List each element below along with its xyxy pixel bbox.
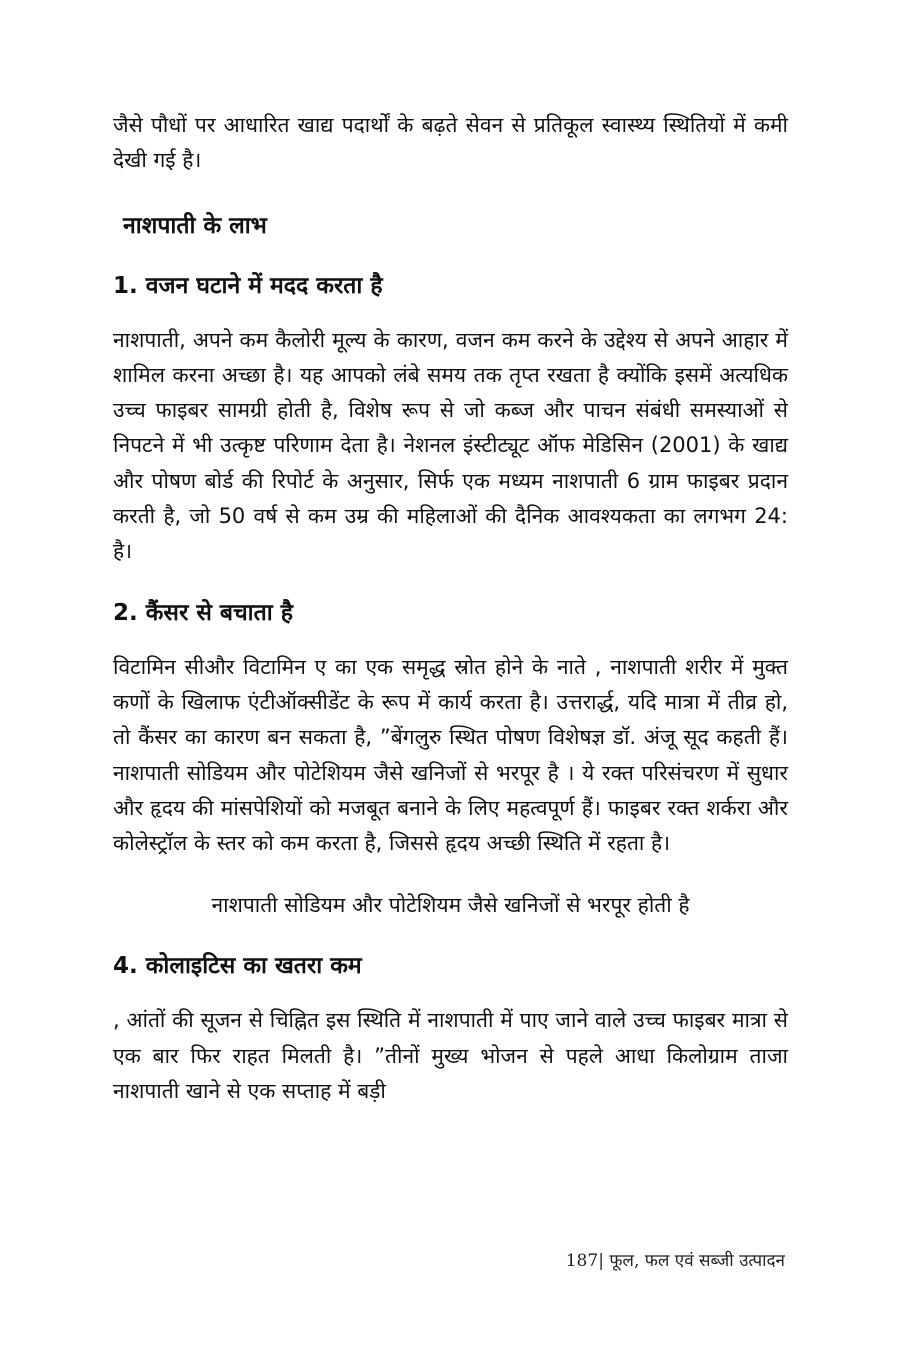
page-content bbox=[113, 108, 788, 1109]
section-title: नाशपाती के लाभ bbox=[123, 212, 267, 239]
book-title: फूल, फल एवं सब्जी उत्पादन bbox=[603, 1251, 785, 1271]
benefit-4-heading: 4. कोलाइटिस का खतरा कम bbox=[113, 953, 362, 980]
intro-paragraph: जैसे पौधों पर आधारित खाद्य पदार्थों के बढ़ते सेवन से प्रतिकूल स्वास्थ्य स्थितियों में कमी देखी गई है। bbox=[113, 113, 788, 173]
page-number: 187 bbox=[565, 1251, 599, 1271]
benefit-1-paragraph: नाशपाती, अपने कम कैलोरी मूल्य के कारण, वजन कम करने के उद्देश्य से अपने आहार में शामिल करना अच्छा है। यह आपको लंबे समय तक तृप्त रखता है क्योंकि इसमें अत्यधिक उच्च फाइबर सामग्री होती है, विशेष रूप से जो कब्ज और पाचन संबंधी समस्याओं से निपटने में भी उत्कृष्ट परिणाम देता है। नेशनल इंस्टीट्यूट ऑफ मेडिसिन (2001) के खाद्य और पोषण बोर्ड की रिपोर्ट के अनुसार, सिर्फ एक मध्यम नाशपाती 6 ग्राम फाइबर प्रदान करती है, जो 50 वर्ष से कम उम्र की महिलाओं की दैनिक आवश्यकता का लगभग 24: है। bbox=[113, 327, 788, 564]
benefit-4-paragraph: , आंतों की सूजन से चिह्नित इस स्थिति में नाशपाती में पाए जाने वाले उच्च फाइबर मात्रा से एक बार फिर राहत मिलती है। ”तीनों मुख्य भोजन से पहले आधा किलोग्राम ताजा नाशपाती खाने से एक सप्ताह में बड़ी bbox=[113, 1008, 788, 1104]
benefit-2-paragraph: विटामिन सीऔर विटामिन ए का एक समृद्ध स्रोत होने के नाते , नाशपाती शरीर में मुक्त कणों के खिलाफ एंटीऑक्सीडेंट के रूप में कार्य करता है। उत्तरार्द्ध, यदि मात्रा में तीव्र हो, तो कैंसर का कारण बन सकता है, ”बेंगलुरु स्थित पोषण विशेषज्ञ डॉ. अंजू सूद कहती हैं। नाशपाती सोडियम और पोटेशियम जैसे खनिजों से भरपूर है । ये रक्त परिसंचरण में सुधार और हृदय की मांसपेशियों को मजबूत बनाने के लिए महत्वपूर्ण हैं। फाइबर रक्त शर्करा और कोलेस्ट्रॉल के स्तर को कम करता है, जिससे हृदय अच्छी स्थिति में रहता है। bbox=[113, 654, 788, 856]
benefit-2-heading: 2. कैंसर से बचाता है bbox=[113, 599, 293, 626]
footer-separator: | bbox=[598, 1251, 604, 1271]
page-footer bbox=[566, 1248, 785, 1271]
callout-text: नाशपाती सोडियम और पोटेशियम जैसे खनिजों से भरपूर होती है bbox=[211, 893, 690, 918]
benefit-1-heading: 1. वजन घटाने में मदद करता है bbox=[113, 272, 383, 299]
